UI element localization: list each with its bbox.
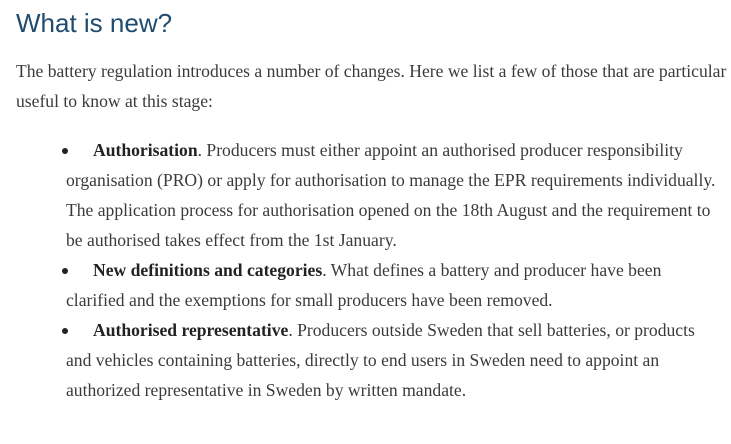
list-item-title: New definitions and categories <box>93 260 323 280</box>
section-heading: What is new? <box>16 8 173 38</box>
intro-paragraph: The battery regulation introduces a number of changes. Here we list a few of those that are particular useful to know at this stage: <box>16 61 727 111</box>
bullet-icon <box>62 268 68 274</box>
bullet-icon <box>62 328 68 334</box>
list-item-text: . Producers must either appoint an authorised producer responsibility organisation (PRO) or apply for authorisation to manage the EPR requirements individually. The application process for authorisation opened on the 18th August and the requirement to be authorised takes effect from the 1st January. <box>66 140 716 250</box>
list-item-representative <box>66 315 716 405</box>
list-item-text: . What defines a battery and producer have been clarified and the exemptions for small producers have been removed. <box>66 260 662 310</box>
list-item-authorisation <box>66 135 716 255</box>
list-item-definitions <box>66 255 716 315</box>
list-item-title: Authorised representative <box>93 320 289 340</box>
list-item-title: Authorisation <box>93 140 198 160</box>
changes-list <box>66 135 716 405</box>
list-item-text: . Producers outside Sweden that sell batteries, or products and vehicles containing batteries, directly to end users in Sweden need to appoint an authorized representative in Sweden by written mandate. <box>66 320 695 400</box>
bullet-icon <box>62 148 68 154</box>
